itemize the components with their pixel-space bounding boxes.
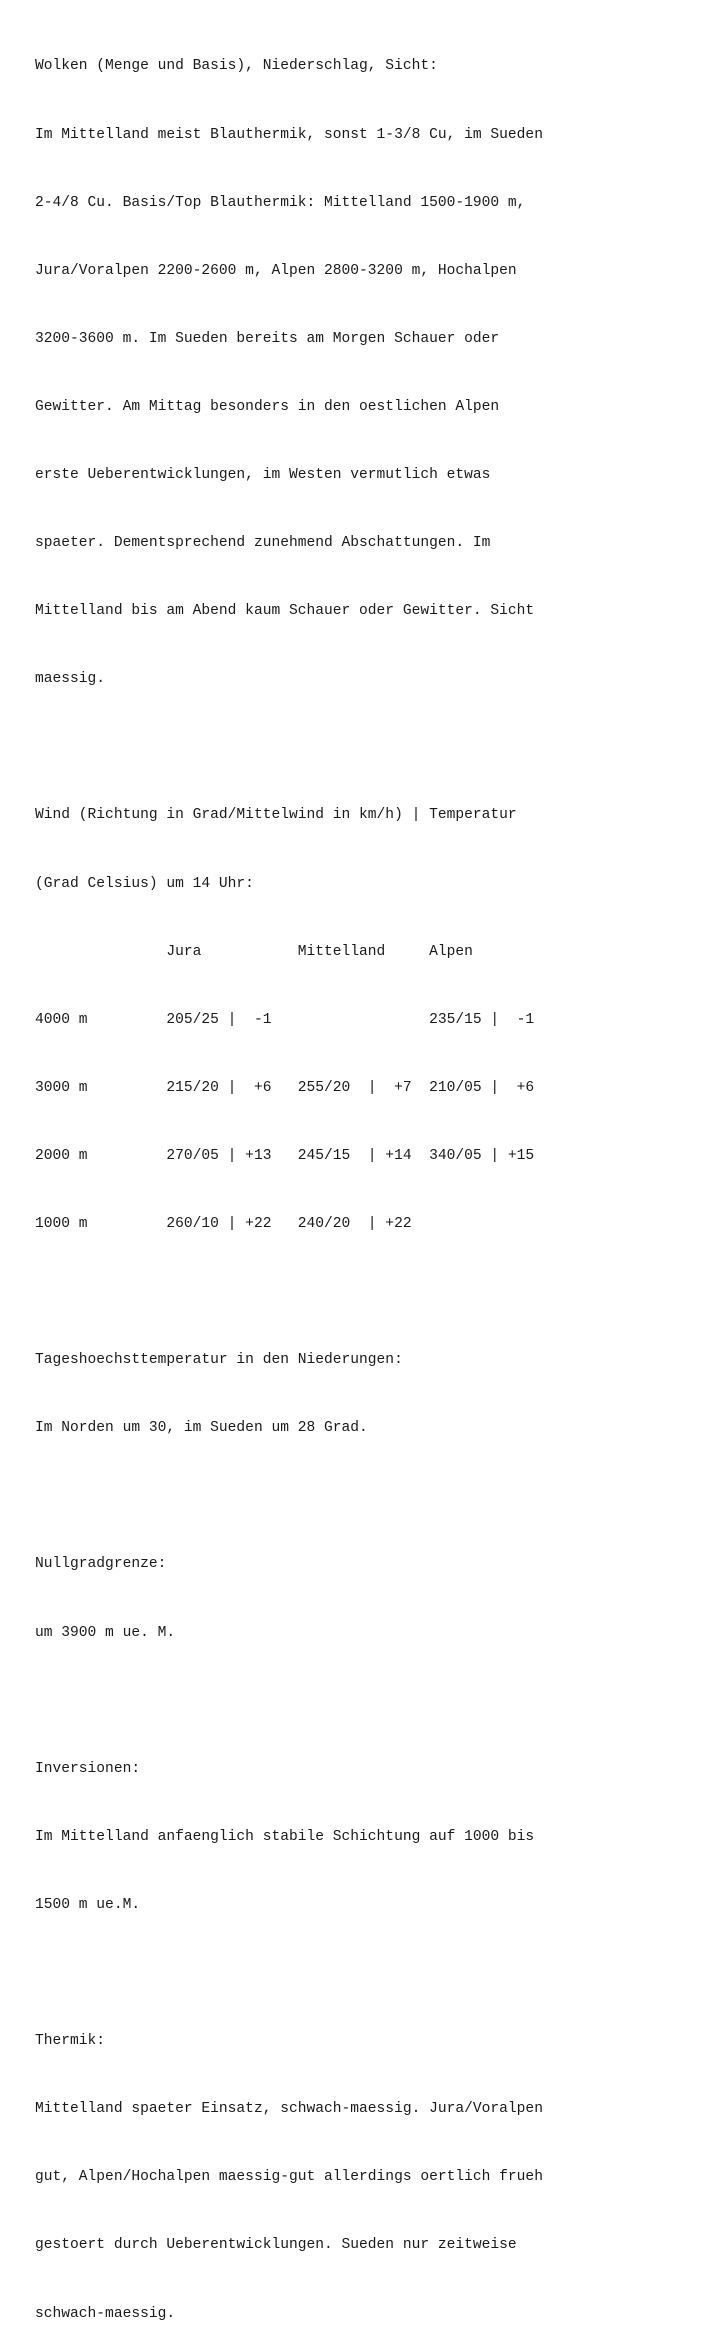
wind-table-header: Jura Mittelland Alpen — [35, 943, 473, 960]
report-text-line: 3200-3600 m. Im Sueden bereits am Morgen Schauer oder — [35, 330, 500, 347]
report-text-line: um 3900 m ue. M. — [35, 1624, 176, 1641]
report-text-line: 2-4/8 Cu. Basis/Top Blauthermik: Mittelland 1500-1900 m, — [35, 194, 526, 211]
weather-report — [35, 10, 705, 2348]
report-text-line: Mittelland spaeter Einsatz, schwach-maessig. Jura/Voralpen — [35, 2101, 543, 2118]
report-text-line: schwach-maessig. — [35, 2305, 176, 2322]
section-heading-thermals: Thermik: — [35, 2033, 106, 2050]
report-text-line: spaeter. Dementsprechend zunehmend Abschattungen. Im — [35, 535, 491, 552]
section-heading-max-temp: Tageshoechsttemperatur in den Niederungen: — [35, 1352, 403, 1369]
wind-table-row-2000: 2000 m 270/05 | +13 245/15 | +14 340/05 | +15 — [35, 1147, 535, 1164]
section-heading-wind-cont: (Grad Celsius) um 14 Uhr: — [35, 875, 254, 892]
report-text-line: erste Ueberentwicklungen, im Westen vermutlich etwas — [35, 466, 491, 483]
report-text-line: 1500 m ue.M. — [35, 1896, 141, 1913]
wind-table-row-4000: 4000 m 205/25 | -1 235/15 | -1 — [35, 1011, 535, 1028]
report-text-line: Im Norden um 30, im Sueden um 28 Grad. — [35, 1420, 368, 1437]
report-text-line: gut, Alpen/Hochalpen maessig-gut allerdings oertlich frueh — [35, 2169, 543, 2186]
section-heading-inversions: Inversionen: — [35, 1760, 141, 1777]
blank-line — [35, 1690, 705, 1713]
section-heading-clouds: Wolken (Menge und Basis), Niederschlag, Sicht: — [35, 58, 438, 75]
blank-line — [35, 1485, 705, 1508]
blank-line — [35, 1281, 705, 1304]
report-text-line: Im Mittelland anfaenglich stabile Schichtung auf 1000 bis — [35, 1828, 535, 1845]
section-heading-wind: Wind (Richtung in Grad/Mittelwind in km/h) | Temperatur — [35, 807, 517, 824]
blank-line — [35, 736, 705, 759]
report-text-line: maessig. — [35, 671, 106, 688]
wind-table-row-3000: 3000 m 215/20 | +6 255/20 | +7 210/05 | +6 — [35, 1079, 535, 1096]
report-text-line: Mittelland bis am Abend kaum Schauer oder Gewitter. Sicht — [35, 603, 535, 620]
section-heading-freezing-level: Nullgradgrenze: — [35, 1556, 167, 1573]
report-text-line: Jura/Voralpen 2200-2600 m, Alpen 2800-3200 m, Hochalpen — [35, 262, 517, 279]
report-text-line: gestoert durch Ueberentwicklungen. Sueden nur zeitweise — [35, 2237, 517, 2254]
report-text-line: Gewitter. Am Mittag besonders in den oestlichen Alpen — [35, 398, 500, 415]
blank-line — [35, 1962, 705, 1985]
report-text-line: Im Mittelland meist Blauthermik, sonst 1-3/8 Cu, im Sueden — [35, 126, 543, 143]
wind-table-row-1000: 1000 m 260/10 | +22 240/20 | +22 — [35, 1216, 412, 1232]
